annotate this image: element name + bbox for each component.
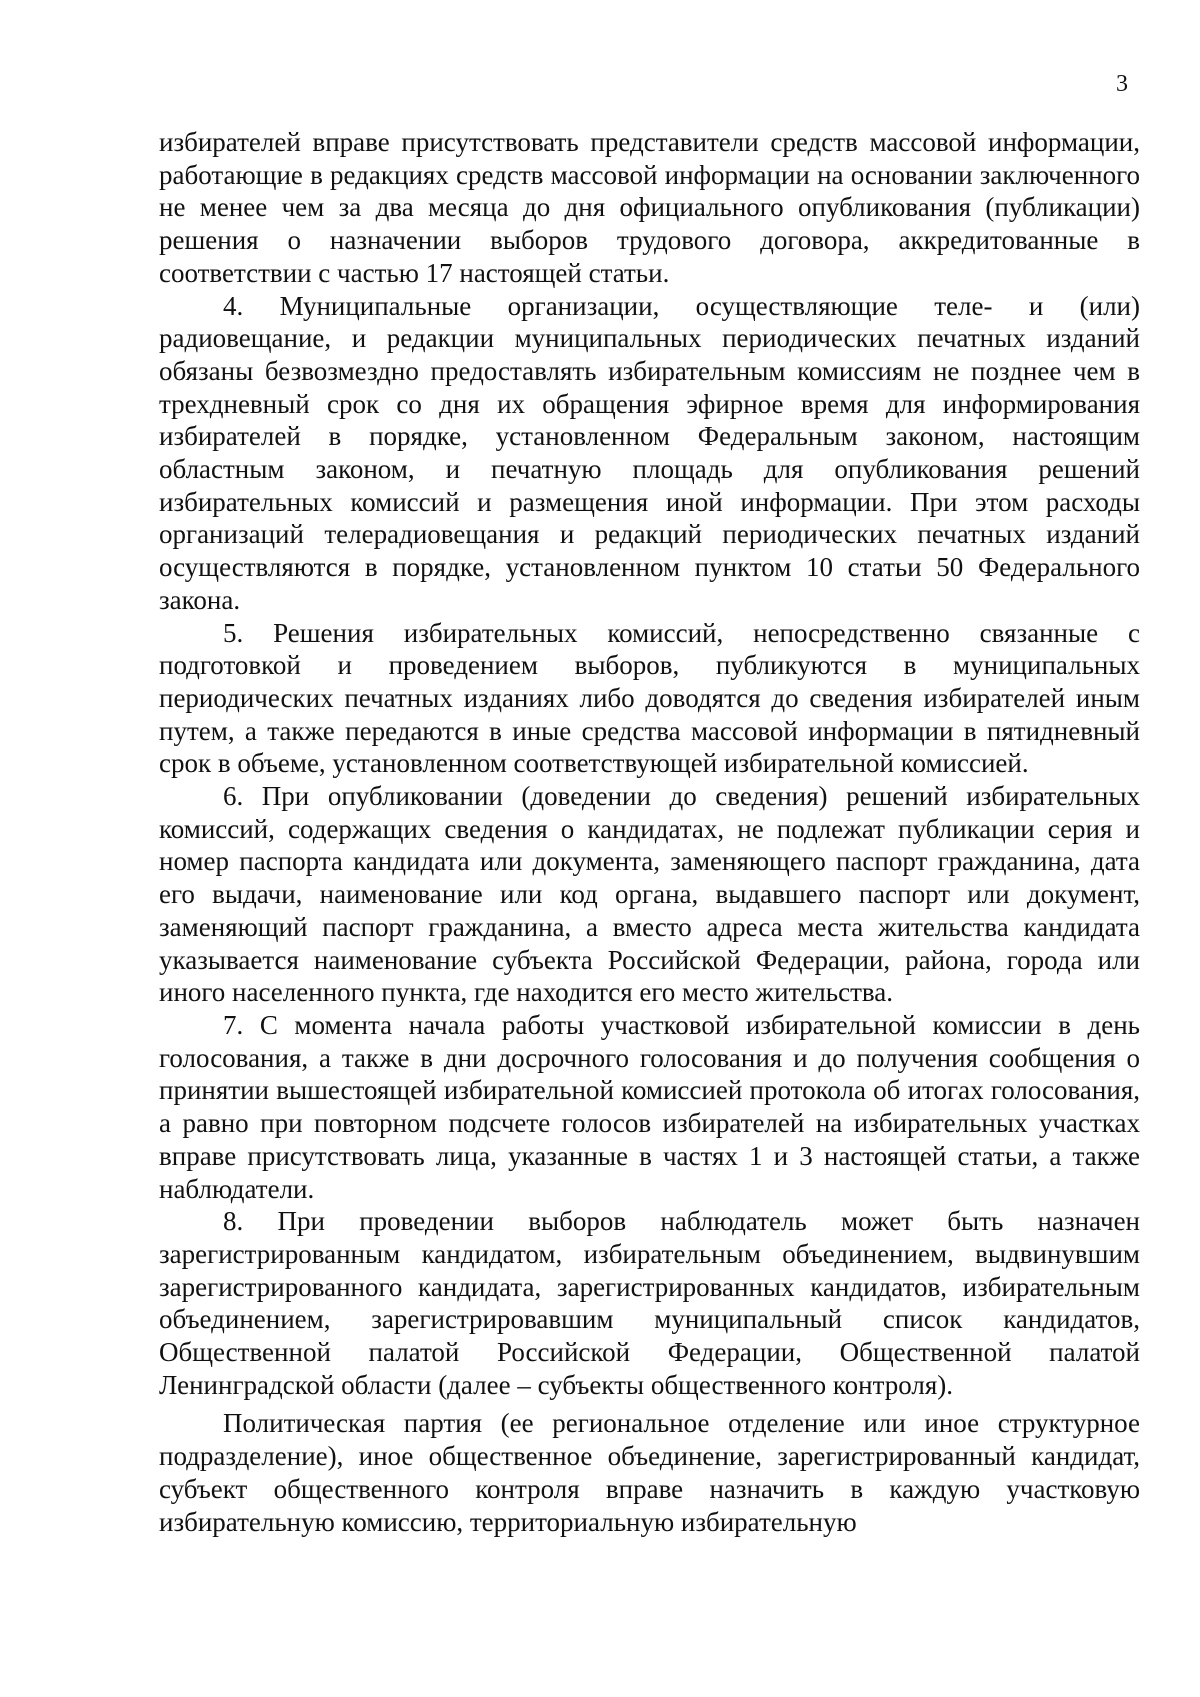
document-body — [159, 126, 1140, 1538]
page-number: 3 — [1116, 71, 1128, 97]
paragraph-item-5: 5. Решения избирательных комиссий, непосредственно связанные с подготовкой и проведением выборов, публикуются в муниципальных периодических печатных изданиях либо доводятся до сведения избирателей иным путем, а также передаются в иные средства массовой информации в пятидневный срок в объеме, установленном соответствующей избирательной комиссией. — [159, 617, 1140, 779]
paragraph-item-7: 7. С момента начала работы участковой избирательной комиссии в день голосования, а также в дни досрочного голосования и до получения сообщения о принятии вышестоящей избирательной комиссией протокола об итогах голосования, а равно при повторном подсчете голосов избирателей на избирательных участках вправе присутствовать лица, указанные в частях 1 и 3 настоящей статьи, а также наблюдатели. — [159, 1009, 1140, 1204]
paragraph-item-8: 8. При проведении выборов наблюдатель может быть назначен зарегистрированным кандидатом, избирательным объединением, выдвинувшим зарегистрированного кандидата, зарегистрированных кандидатов, избирательным объединением, зарегистрировавшим муниципальный список кандидатов, Общественной палатой Российской Федерации, Общественной палатой Ленинградской области (далее – субъекты общественного контроля). — [159, 1206, 1140, 1400]
paragraph-continuation: избирателей вправе присутствовать представители средств массовой информации, работающие в редакциях средств массовой информации на основании заключенного не менее чем за два месяца до дня официального опубликования (публикации) решения о назначении выборов трудового договора, аккредитованные в соответствии с частью 17 настоящей статьи. — [159, 127, 1140, 288]
paragraph-political-party: Политическая партия (ее региональное отделение или иное структурное подразделение), иное общественное объединение, зарегистрированный кандидат, субъект общественного контроля вправе назначить в каждую участковую избирательную комиссию, территориальную избирательную — [159, 1408, 1140, 1537]
paragraph-item-6: 6. При опубликовании (доведении до сведения) решений избирательных комиссий, содержащих сведения о кандидатах, не подлежат публикации серия и номер паспорта кандидата или документа, заменяющего паспорт гражданина, дата его выдачи, наименование или код органа, выдавшего паспорт или документ, заменяющий паспорт гражданина, а вместо адреса места жительства кандидата указывается наименование субъекта Российской Федерации, района, города или иного населенного пункта, где находится его место жительства. — [159, 781, 1140, 1008]
paragraph-item-4: 4. Муниципальные организации, осуществляющие теле- и (или) радиовещание, и редакции муниципальных периодических печатных изданий обязаны безвозмездно предоставлять избирательным комиссиям не позднее чем в трехдневный срок со дня их обращения эфирное время для информирования избирателей в порядке, установленном Федеральным законом, настоящим областным законом, и печатную площадь для опубликования решений избирательных комиссий и размещения иной информации. При этом расходы организаций телерадиовещания и редакций периодических печатных изданий осуществляются в порядке, установленном пунктом 10 статьи 50 Федерального закона. — [159, 290, 1140, 615]
